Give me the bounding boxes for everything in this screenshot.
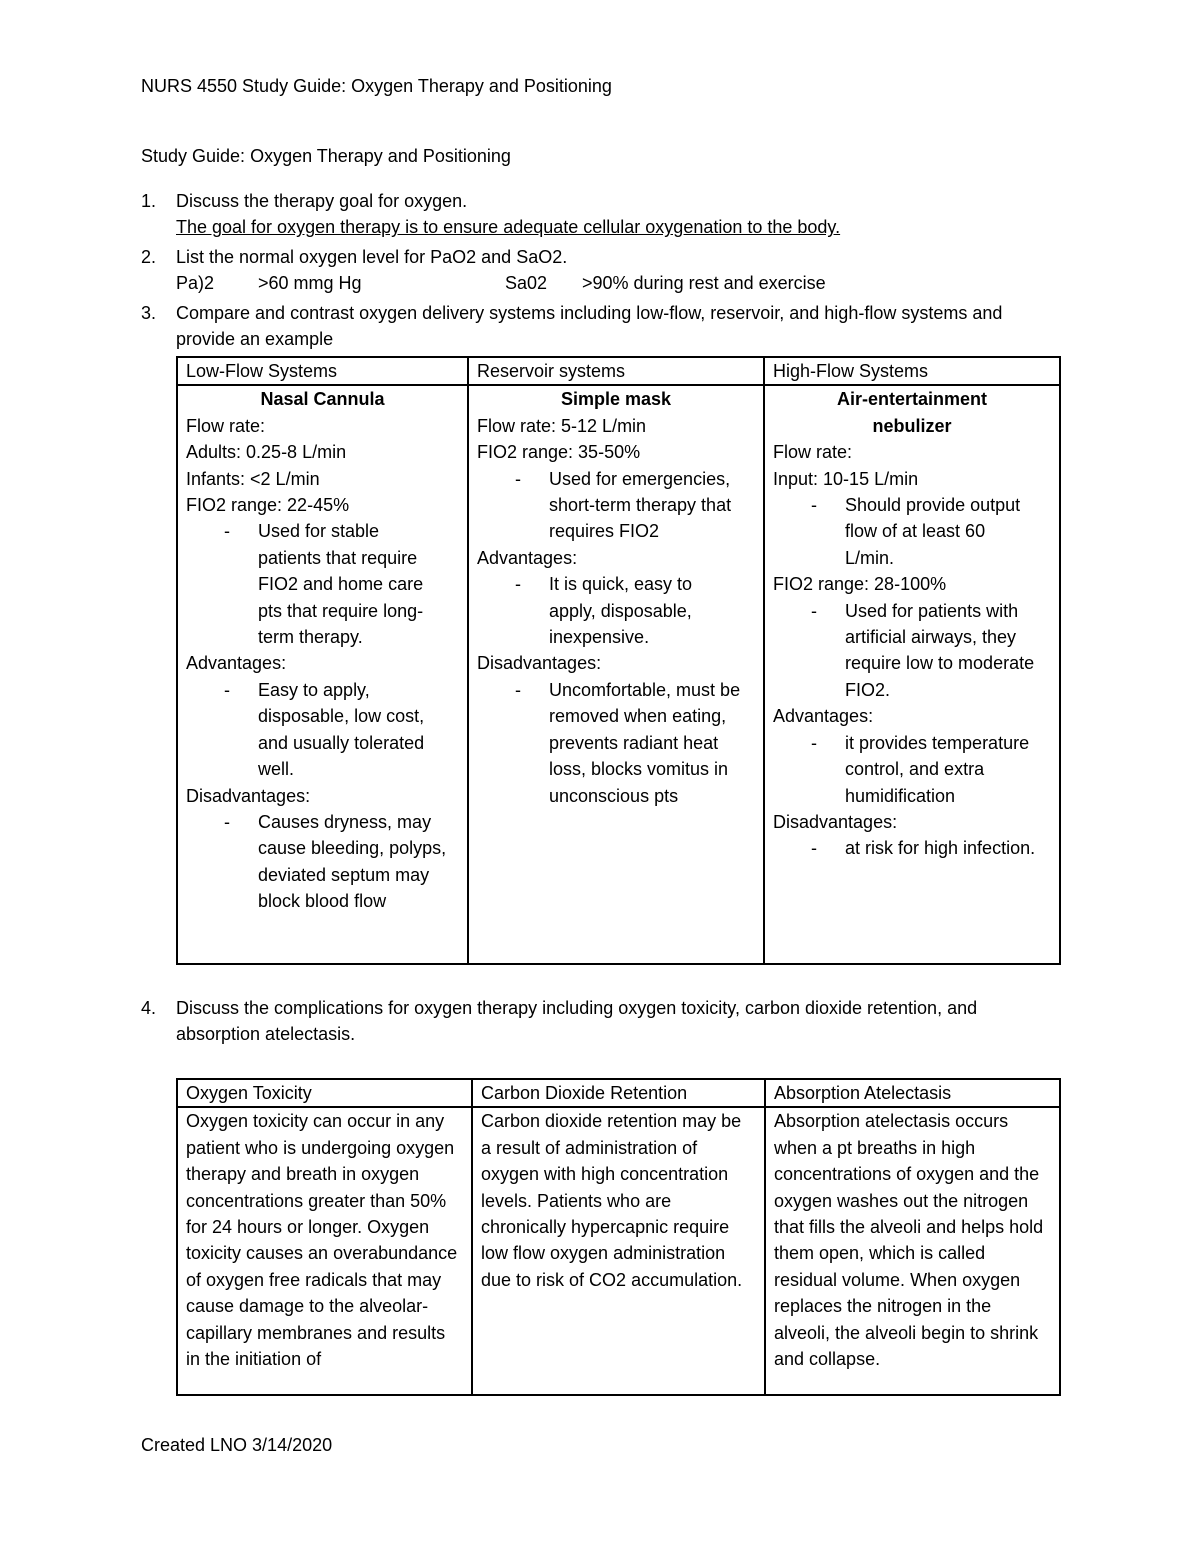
use-item: - Used for stable patients that require FIO2 and home care pts that require long-term therapy. (186, 518, 459, 650)
fio2-range: FIO2 range: 28-100% (773, 574, 947, 595)
question-text: Discuss the complications for oxygen therapy including oxygen toxicity, carbon dioxide retention, and absorption atelectasis. (176, 998, 978, 1045)
table-header: Carbon Dioxide Retention (472, 1079, 765, 1107)
table-header: Oxygen Toxicity (177, 1079, 472, 1107)
infant-flow: Infants: <2 L/min (186, 468, 320, 489)
question-4 (141, 995, 1061, 1048)
table-header: Low-Flow Systems (177, 357, 468, 385)
table-header: Absorption Atelectasis (765, 1079, 1060, 1107)
question-text: Compare and contrast oxygen delivery systems including low-flow, reservoir, and high-flow systems and provide an example (176, 303, 1003, 350)
page-header: NURS 4550 Study Guide: Oxygen Therapy and Positioning (141, 76, 612, 96)
question-text: Discuss the therapy goal for oxygen. (176, 191, 468, 211)
disadvantages-label: Disadvantages: (186, 785, 311, 806)
question-number: 1. (141, 191, 157, 211)
question-1 (141, 188, 1061, 241)
high-flow-cell (764, 385, 1060, 964)
low-flow-cell (177, 385, 468, 964)
pao2-value: >60 mmg Hg (258, 273, 362, 294)
output-item: - Should provide output flow of at least 60 L/min. (773, 492, 1051, 571)
advantages-label: Advantages: (773, 706, 874, 727)
advantages-label: Advantages: (186, 653, 287, 674)
absorption-atelectasis-cell: Absorption atelectasis occurs when a pt breaths in high concentrations of oxygen and the oxygen washes out the nitrogen that fills the alveoli and helps hold them open, which is called residual volume. When oxygen replaces the nitrogen in the alveoli, the alveoli begin to shrink and collapse. (765, 1107, 1060, 1395)
question-3 (141, 300, 1061, 353)
disadvantage-item: - Uncomfortable, must be removed when eating, prevents radiant heat loss, blocks vomitus in unconscious pts (477, 677, 755, 809)
oxygen-toxicity-cell: Oxygen toxicity can occur in any patient who is undergoing oxygen therapy and breath in oxygen concentrations greater than 50% for 24 hours or longer. Oxygen toxicity causes an overabundance of oxygen free radicals that may cause damage to the alveolar-capillary membranes and results in the initiation of (177, 1107, 472, 1395)
flow-rate: Flow rate: 5-12 L/min (477, 415, 647, 436)
advantage-item: - It is quick, easy to apply, disposable, inexpensive. (477, 571, 755, 650)
reservoir-cell (468, 385, 764, 964)
guide-title: Study Guide: Oxygen Therapy and Positioning (141, 146, 511, 166)
fio2-range: FIO2 range: 35-50% (477, 442, 641, 463)
fio2-range: FIO2 range: 22-45% (186, 495, 350, 516)
use-item: - Used for emergencies, short-term therapy that requires FIO2 (477, 466, 755, 545)
device-name: Nasal Cannula (260, 389, 385, 410)
question-number: 3. (141, 303, 157, 323)
sao2-label: Sa02 (505, 273, 548, 294)
table-header: Reservoir systems (468, 357, 764, 385)
device-name: Air-entertainment nebulizer (836, 389, 988, 436)
co2-retention-cell: Carbon dioxide retention may be a result of administration of oxygen with high concentration levels. Patients who are chronically hypercapnic require low flow oxygen administration due to risk of CO2 accumulation. (472, 1107, 765, 1395)
adult-flow: Adults: 0.25-8 L/min (186, 442, 347, 463)
table-header: High-Flow Systems (764, 357, 1060, 385)
use-item: - Used for patients with artificial airways, they require low to moderate FIO2. (773, 598, 1051, 704)
pao2-label: Pa)2 (176, 273, 215, 294)
question-number: 2. (141, 247, 157, 267)
advantages-label: Advantages: (477, 547, 578, 568)
disadvantages-label: Disadvantages: (773, 811, 898, 832)
input-flow: Input: 10-15 L/min (773, 468, 919, 489)
sao2-value: >90% during rest and exercise (582, 273, 826, 294)
question-2 (141, 244, 1061, 297)
question-text: List the normal oxygen level for PaO2 and SaO2. (176, 247, 568, 267)
answer-text (176, 270, 1061, 296)
device-name: Simple mask (560, 389, 672, 410)
complications-table (176, 1078, 1061, 1396)
disadvantages-label: Disadvantages: (477, 653, 602, 674)
footer: Created LNO 3/14/2020 (141, 1435, 333, 1455)
question-number: 4. (141, 998, 157, 1018)
answer-text: The goal for oxygen therapy is to ensure adequate cellular oxygenation to the body. (176, 217, 841, 238)
advantage-item: - Easy to apply, disposable, low cost, and usually tolerated well. (186, 677, 459, 783)
flow-label: Flow rate: (773, 442, 853, 463)
flow-label: Flow rate: (186, 415, 266, 436)
disadvantage-item: - at risk for high infection. (773, 835, 1051, 861)
disadvantage-item: - Causes dryness, may cause bleeding, polyps, deviated septum may block blood flow (186, 809, 459, 915)
delivery-systems-table (176, 356, 1061, 965)
advantage-item: - it provides temperature control, and extra humidification (773, 730, 1051, 809)
